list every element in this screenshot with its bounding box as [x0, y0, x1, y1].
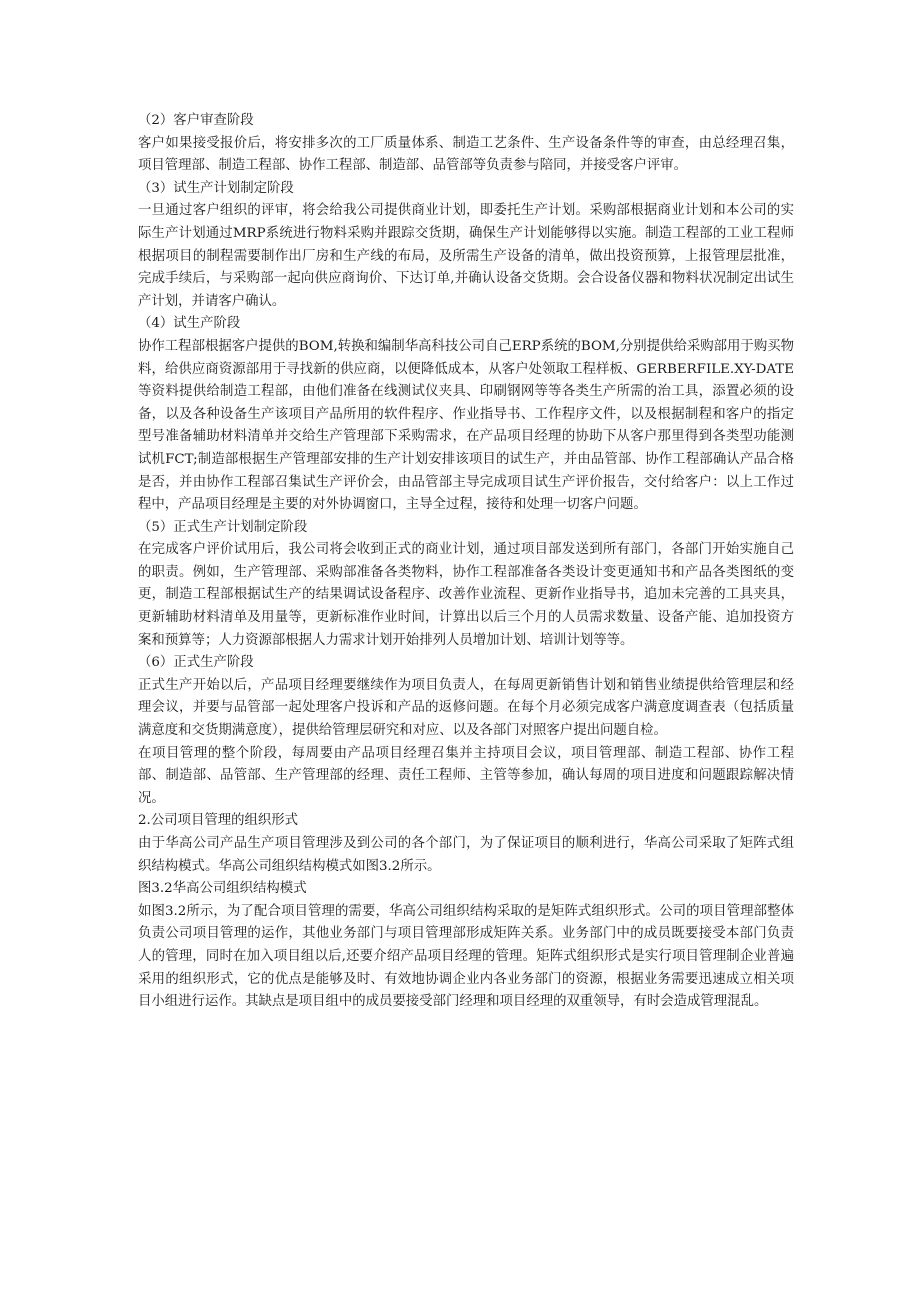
section-heading-formal-plan: （5）正式生产计划制定阶段: [138, 519, 308, 535]
section-heading-trial-plan: （3）试生产计划制定阶段: [138, 180, 294, 196]
paragraph-customer-review: 客户如果接受报价后，将安排多次的工厂质量体系、制造工艺条件、生产设备条件等的审查，由总经理召集，项目管理部、制造工程部、协作工程部、制造部、品管部等负责参与陪同，并接受客户评审。: [138, 135, 794, 174]
figure-caption: 图3.2华高公司组织结构模式: [138, 881, 307, 897]
paragraph-matrix-structure: 如图3.2所示，为了配合项目管理的需要，华高公司组织结构采取的是矩阵式组织形式。公司的项目管理部整体负责公司项目管理的运作，其他业务部门与项目管理部形成矩阵关系。业务部门中的成员既要接受本部门负责人的管理，同时在加入项目组以后,还要介绍产品项目经理的管理。矩阵式组织形式是实行项目管理制企业普遍采用的组织形式，它的优点是能够及时、有效地协调企业内各业务部门的资源，根据业务需要迅速成立相关项目小组进行运作。其缺点是项目组中的成员要接受部门经理和项目经理的双重领导，有时会造成管理混乱。: [138, 903, 794, 1010]
paragraph-org-intro: 由于华高公司产品生产项目管理涉及到公司的各个部门，为了保证项目的顺利进行，华高公司采取了矩阵式组织结构模式。华高公司组织结构模式如图3.2所示。: [138, 836, 794, 874]
paragraph-formal-plan: 在完成客户评价试用后，我公司将会收到正式的商业计划，通过项目部发送到所有部门，各部门开始实施自己的职责。例如，生产管理部、采购部准备各类物料，协作工程部准备各类设计变更通知书和产品各类图纸的变更，制造工程部根据试生产的结果调试设备程序、改善作业流程、更新作业指导书，追加未完善的工具夹具，更新辅助材料清单及用量等，更新标准作业时间，计算出以后三个月的人员需求数量、设备产能、追加投资方案和预算等；人力资源部根据人力需求计划开始排列人员增加计划、培训计划等等。: [138, 542, 794, 648]
paragraph-trial-production: 协作工程部根据客户提供的BOM,转换和编制华高科技公司自己ERP系统的BOM,分别提供给采购部用于购买物料，给供应商资源部用于寻找新的供应商，以便降低成本，从客户处领取工程样板、GERBERFILE.XY-DATE等资料提供给制造工程部，由他们准备在线测试仪夹具、印刷钢网等等各类生产所需的治工具，添置必须的设备，以及各种设备生产该项目产品所用的软件程序、作业指导书、工作程序文件，以及根据制程和客户的指定型号准备辅助材料清单并交给生产管理部下采购需求，在产品项目经理的协助下从客户那里得到各类型功能测试机FCT;制造部根据生产管理部安排的生产计划安排该项目的试生产，并由品管部、协作工程部确认产品合格是否，并由协作工程部召集试生产评价会，由品管部主导完成项目试生产评价报告，交付给客户：以上工作过程中，产品项目经理是主要的对外协调窗口，主导全过程，接待和处理一切客户问题。: [138, 338, 794, 513]
section-heading-formal-production: （6）正式生产阶段: [138, 655, 254, 671]
section-heading-customer-review: （2）客户审查阶段: [138, 113, 254, 128]
paragraph-trial-plan: 一旦通过客户组织的评审，将会给我公司提供商业计划，即委托生产计划。采购部根据商业计划和本公司的实际生产计划通过MRP系统进行物料采购并跟踪交货期，确保生产计划能够得以实施。制造工程部的工业工程师根据项目的制程需要制作出厂房和生产线的布局，及所需生产设备的清单，做出投资预算，上报管理层批准，完成手续后，与采购部一起向供应商询价、下达订单,并确认设备交货期。会合设备仪器和物料状况制定出试生产计划，并请客户确认。: [138, 203, 794, 309]
section-heading-org-form: 2.公司项目管理的组织形式: [138, 813, 299, 829]
paragraph-weekly-meetings: 在项目管理的整个阶段，每周要由产品项目经理召集并主持项目会议，项目管理部、制造工程部、协作工程部、制造部、品管部、生产管理部的经理、责任工程师、主管等参加，确认每周的项目进度和问题跟踪解决情况。: [138, 745, 794, 806]
section-heading-trial-production: （4）试生产阶段: [138, 316, 241, 332]
document-body: [138, 110, 794, 1014]
paragraph-formal-production: 正式生产开始以后，产品项目经理要继续作为项目负责人，在每周更新销售计划和销售业绩提供给管理层和经理会议，并要与品管部一起处理客户投诉和产品的返修问题。在每个月必须完成客户满意度调查表（包括质量满意度和交货期满意度），提供给管理层研究和对应、以及各部门对照客户提出问题自检。: [138, 677, 794, 739]
